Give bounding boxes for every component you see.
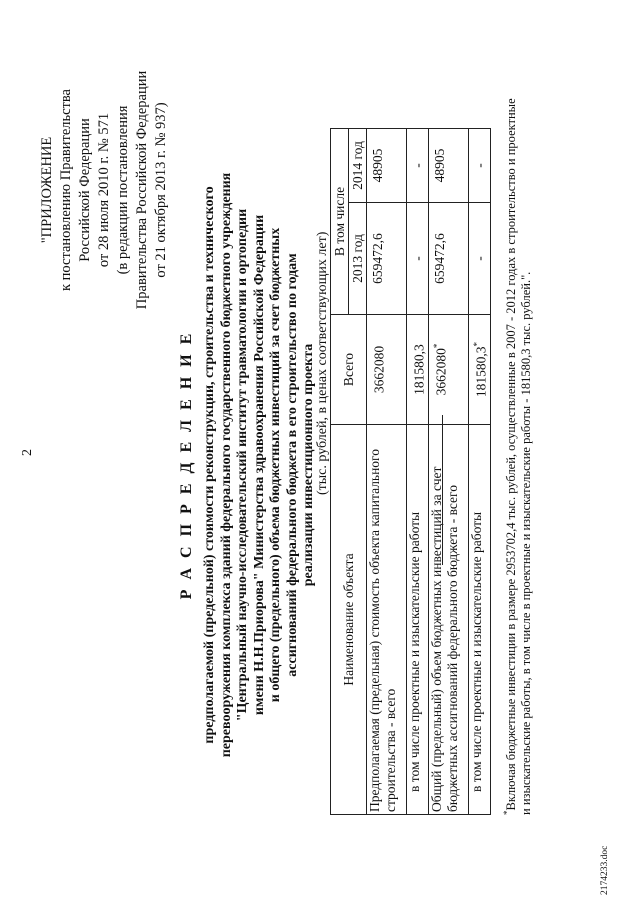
row-total-value: 3662080: [371, 345, 387, 394]
row-total-value: 3662080: [433, 348, 449, 396]
row-2013: 659472,6: [367, 203, 407, 315]
appendix-line: к постановлению Правительства: [58, 89, 74, 291]
row-name: в том числе проектные и изыскательские работы: [469, 425, 491, 815]
table-row: [429, 129, 469, 815]
subtitle-line: имени Н.Н.Приорова" Министерства здравоохранения Российской Федерации: [251, 214, 267, 716]
row-name: Общий (предельный) объем бюджетных инвестиций за счет бюджетных ассигнований федерального бюджета - всего: [429, 425, 469, 815]
row-name: в том числе проектные и изыскательские работы: [407, 425, 429, 815]
footnote-text: Включая бюджетные инвестиции в размере 2953702,4 тыс. рублей, осуществленные в 2007 - 2012 годах в строительство и проектные: [504, 98, 519, 811]
header-year-2013: 2013 год: [349, 203, 367, 315]
distribution-table: [330, 128, 491, 815]
row-total: [407, 315, 429, 425]
header-including: В том числе: [331, 129, 349, 315]
table-row: [367, 129, 407, 815]
row-total: [429, 315, 469, 425]
row-2014: 48905: [429, 129, 469, 203]
row-2013: 659472,6: [429, 203, 469, 315]
footnote-line: и изыскательские работы, в том числе в проектные и изыскательские работы - 181580,3 тыс. рублей.".: [519, 271, 534, 815]
row-2013: -: [469, 203, 491, 315]
row-2014: -: [407, 129, 429, 203]
header-name: Наименование объекта: [331, 425, 367, 815]
row-total: [469, 315, 491, 425]
footnote-line: [500, 98, 519, 815]
title-block: [178, 115, 318, 815]
header-year-2014: 2014 год: [349, 129, 367, 203]
appendix-line: от 21 октября 2013 г. № 937): [153, 102, 169, 278]
row-2014: -: [469, 129, 491, 203]
appendix-header: [38, 30, 171, 350]
appendix-line: "ПРИЛОЖЕНИЕ: [39, 136, 55, 244]
subtitle-line: и общего (предельного) объема бюджетных инвестиций за счет бюджетных: [268, 227, 283, 703]
subtitle-line: ассигнований федерального бюджета в его строительство по годам: [284, 253, 300, 677]
subtitle-line: предполагаемой (предельной) стоимости реконструкции, строительства и технического: [202, 186, 217, 744]
appendix-line: Правительства Российской Федерации: [134, 70, 150, 310]
appendix-line: от 28 июля 2010 г. № 571: [96, 112, 112, 268]
row-total-value: 181580,3: [411, 344, 427, 395]
footnote-separator: [442, 415, 443, 565]
row-total-mark: *: [432, 343, 442, 349]
subtitle-line: реализации инвестиционного проекта: [301, 343, 316, 587]
row-2014: 48905: [367, 129, 407, 203]
table-row: [469, 129, 491, 815]
footnote: [500, 98, 534, 815]
appendix-line: Российской Федерации: [77, 118, 93, 262]
table-row: [407, 129, 429, 815]
header-total: Всего: [331, 315, 367, 425]
row-name: Предполагаемая (предельная) стоимость объекта капитального строительства - всего: [367, 425, 407, 815]
subtitle-line: перевооружения комплекса зданий федерального государственного бюджетного учреждения: [218, 172, 234, 758]
row-total: [367, 315, 407, 425]
row-total-value: 181580,3: [473, 346, 489, 398]
document-id: 2174233.doc: [600, 845, 610, 895]
units-note: (тыс. рублей, в ценах соответствующих лет): [315, 231, 330, 495]
appendix-line: (в редакции постановления: [115, 105, 131, 275]
row-total-mark: *: [472, 341, 482, 347]
subtitle-line: "Центральный научно-исследовательский институт травматологии и ортопедии: [235, 208, 250, 722]
document-title: Р А С П Р Е Д Е Л Е Н И Е: [178, 330, 195, 600]
page-number: 2: [20, 449, 35, 456]
footnote-mark: *: [502, 810, 512, 815]
row-2013: -: [407, 203, 429, 315]
